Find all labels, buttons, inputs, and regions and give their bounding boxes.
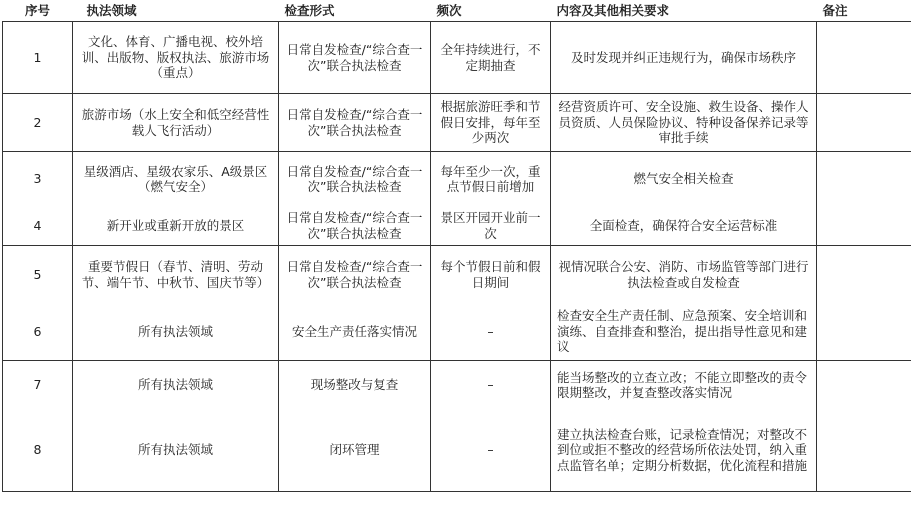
row-area: 旅游市场（水上安全和低空经营性载人飞行活动） bbox=[73, 94, 279, 152]
row-area: 所有执法领域 bbox=[73, 409, 279, 492]
table-row bbox=[3, 361, 911, 410]
row-form: 日常自发检查/“综合查一次”联合执法检查 bbox=[279, 22, 431, 94]
table-row bbox=[3, 409, 911, 492]
row-freq: 景区开园开业前一次 bbox=[431, 206, 551, 246]
row-no: 7 bbox=[3, 361, 73, 410]
header-form: 检查形式 bbox=[279, 0, 431, 22]
row-freq: – bbox=[431, 361, 551, 410]
row-freq: 每个节假日前和假日期间 bbox=[431, 246, 551, 304]
row-freq: 全年持续进行，不定期抽查 bbox=[431, 22, 551, 94]
header-freq: 频次 bbox=[431, 0, 551, 22]
row-note bbox=[817, 206, 911, 246]
row-area: 所有执法领域 bbox=[73, 361, 279, 410]
row-req: 能当场整改的立查立改；不能立即整改的责令限期整改，并复查整改落实情况 bbox=[551, 361, 817, 410]
table-row bbox=[3, 152, 911, 207]
row-area: 文化、体育、广播电视、校外培训、出版物、版权执法、旅游市场（重点） bbox=[73, 22, 279, 94]
row-req: 建立执法检查台账，记录检查情况；对整改不到位或拒不整改的经营场所依法处罚，纳入重点监管名单；定期分析数据，优化流程和措施 bbox=[551, 409, 817, 492]
row-req: 检查安全生产责任制、应急预案、安全培训和演练、自查排查和整治，提出指导性意见和建议 bbox=[551, 303, 817, 361]
row-no: 8 bbox=[3, 409, 73, 492]
inspection-table-container bbox=[2, 0, 910, 492]
table-row bbox=[3, 206, 911, 246]
row-freq: – bbox=[431, 409, 551, 492]
row-req: 全面检查，确保符合安全运营标准 bbox=[551, 206, 817, 246]
row-req: 视情况联合公安、消防、市场监管等部门进行执法检查或自发检查 bbox=[551, 246, 817, 304]
table-row bbox=[3, 22, 911, 94]
row-no: 1 bbox=[3, 22, 73, 94]
row-note bbox=[817, 303, 911, 361]
row-area: 重要节假日（春节、清明、劳动节、端午节、中秋节、国庆节等） bbox=[73, 246, 279, 304]
row-note bbox=[817, 409, 911, 492]
row-no: 6 bbox=[3, 303, 73, 361]
table-row bbox=[3, 94, 911, 152]
header-area: 执法领域 bbox=[73, 0, 279, 22]
row-area: 所有执法领域 bbox=[73, 303, 279, 361]
row-form: 日常自发检查/“综合查一次”联合执法检查 bbox=[279, 206, 431, 246]
row-no: 3 bbox=[3, 152, 73, 207]
table-row bbox=[3, 246, 911, 304]
row-req: 燃气安全相关检查 bbox=[551, 152, 817, 207]
row-form: 闭环管理 bbox=[279, 409, 431, 492]
row-note bbox=[817, 152, 911, 207]
row-no: 2 bbox=[3, 94, 73, 152]
header-req: 内容及其他相关要求 bbox=[551, 0, 817, 22]
row-form: 日常自发检查/“综合查一次”联合执法检查 bbox=[279, 152, 431, 207]
row-req: 经营资质许可、安全设施、救生设备、操作人员资质、人员保险协议、特种设备保养记录等审批手续 bbox=[551, 94, 817, 152]
row-form: 安全生产责任落实情况 bbox=[279, 303, 431, 361]
header-note: 备注 bbox=[817, 0, 911, 22]
row-req: 及时发现并纠正违规行为，确保市场秩序 bbox=[551, 22, 817, 94]
row-form: 现场整改与复查 bbox=[279, 361, 431, 410]
header-row bbox=[3, 0, 911, 22]
row-note bbox=[817, 246, 911, 304]
row-note bbox=[817, 94, 911, 152]
inspection-table bbox=[2, 0, 911, 492]
row-freq: 根据旅游旺季和节假日安排，每年至少两次 bbox=[431, 94, 551, 152]
row-no: 5 bbox=[3, 246, 73, 304]
row-note bbox=[817, 22, 911, 94]
row-note bbox=[817, 361, 911, 410]
row-freq: 每年至少一次，重点节假日前增加 bbox=[431, 152, 551, 207]
table-row bbox=[3, 303, 911, 361]
row-freq: – bbox=[431, 303, 551, 361]
row-area: 新开业或重新开放的景区 bbox=[73, 206, 279, 246]
row-form: 日常自发检查/“综合查一次”联合执法检查 bbox=[279, 246, 431, 304]
row-area: 星级酒店、星级农家乐、A级景区（燃气安全） bbox=[73, 152, 279, 207]
row-no: 4 bbox=[3, 206, 73, 246]
header-no: 序号 bbox=[3, 0, 73, 22]
row-form: 日常自发检查/“综合查一次”联合执法检查 bbox=[279, 94, 431, 152]
